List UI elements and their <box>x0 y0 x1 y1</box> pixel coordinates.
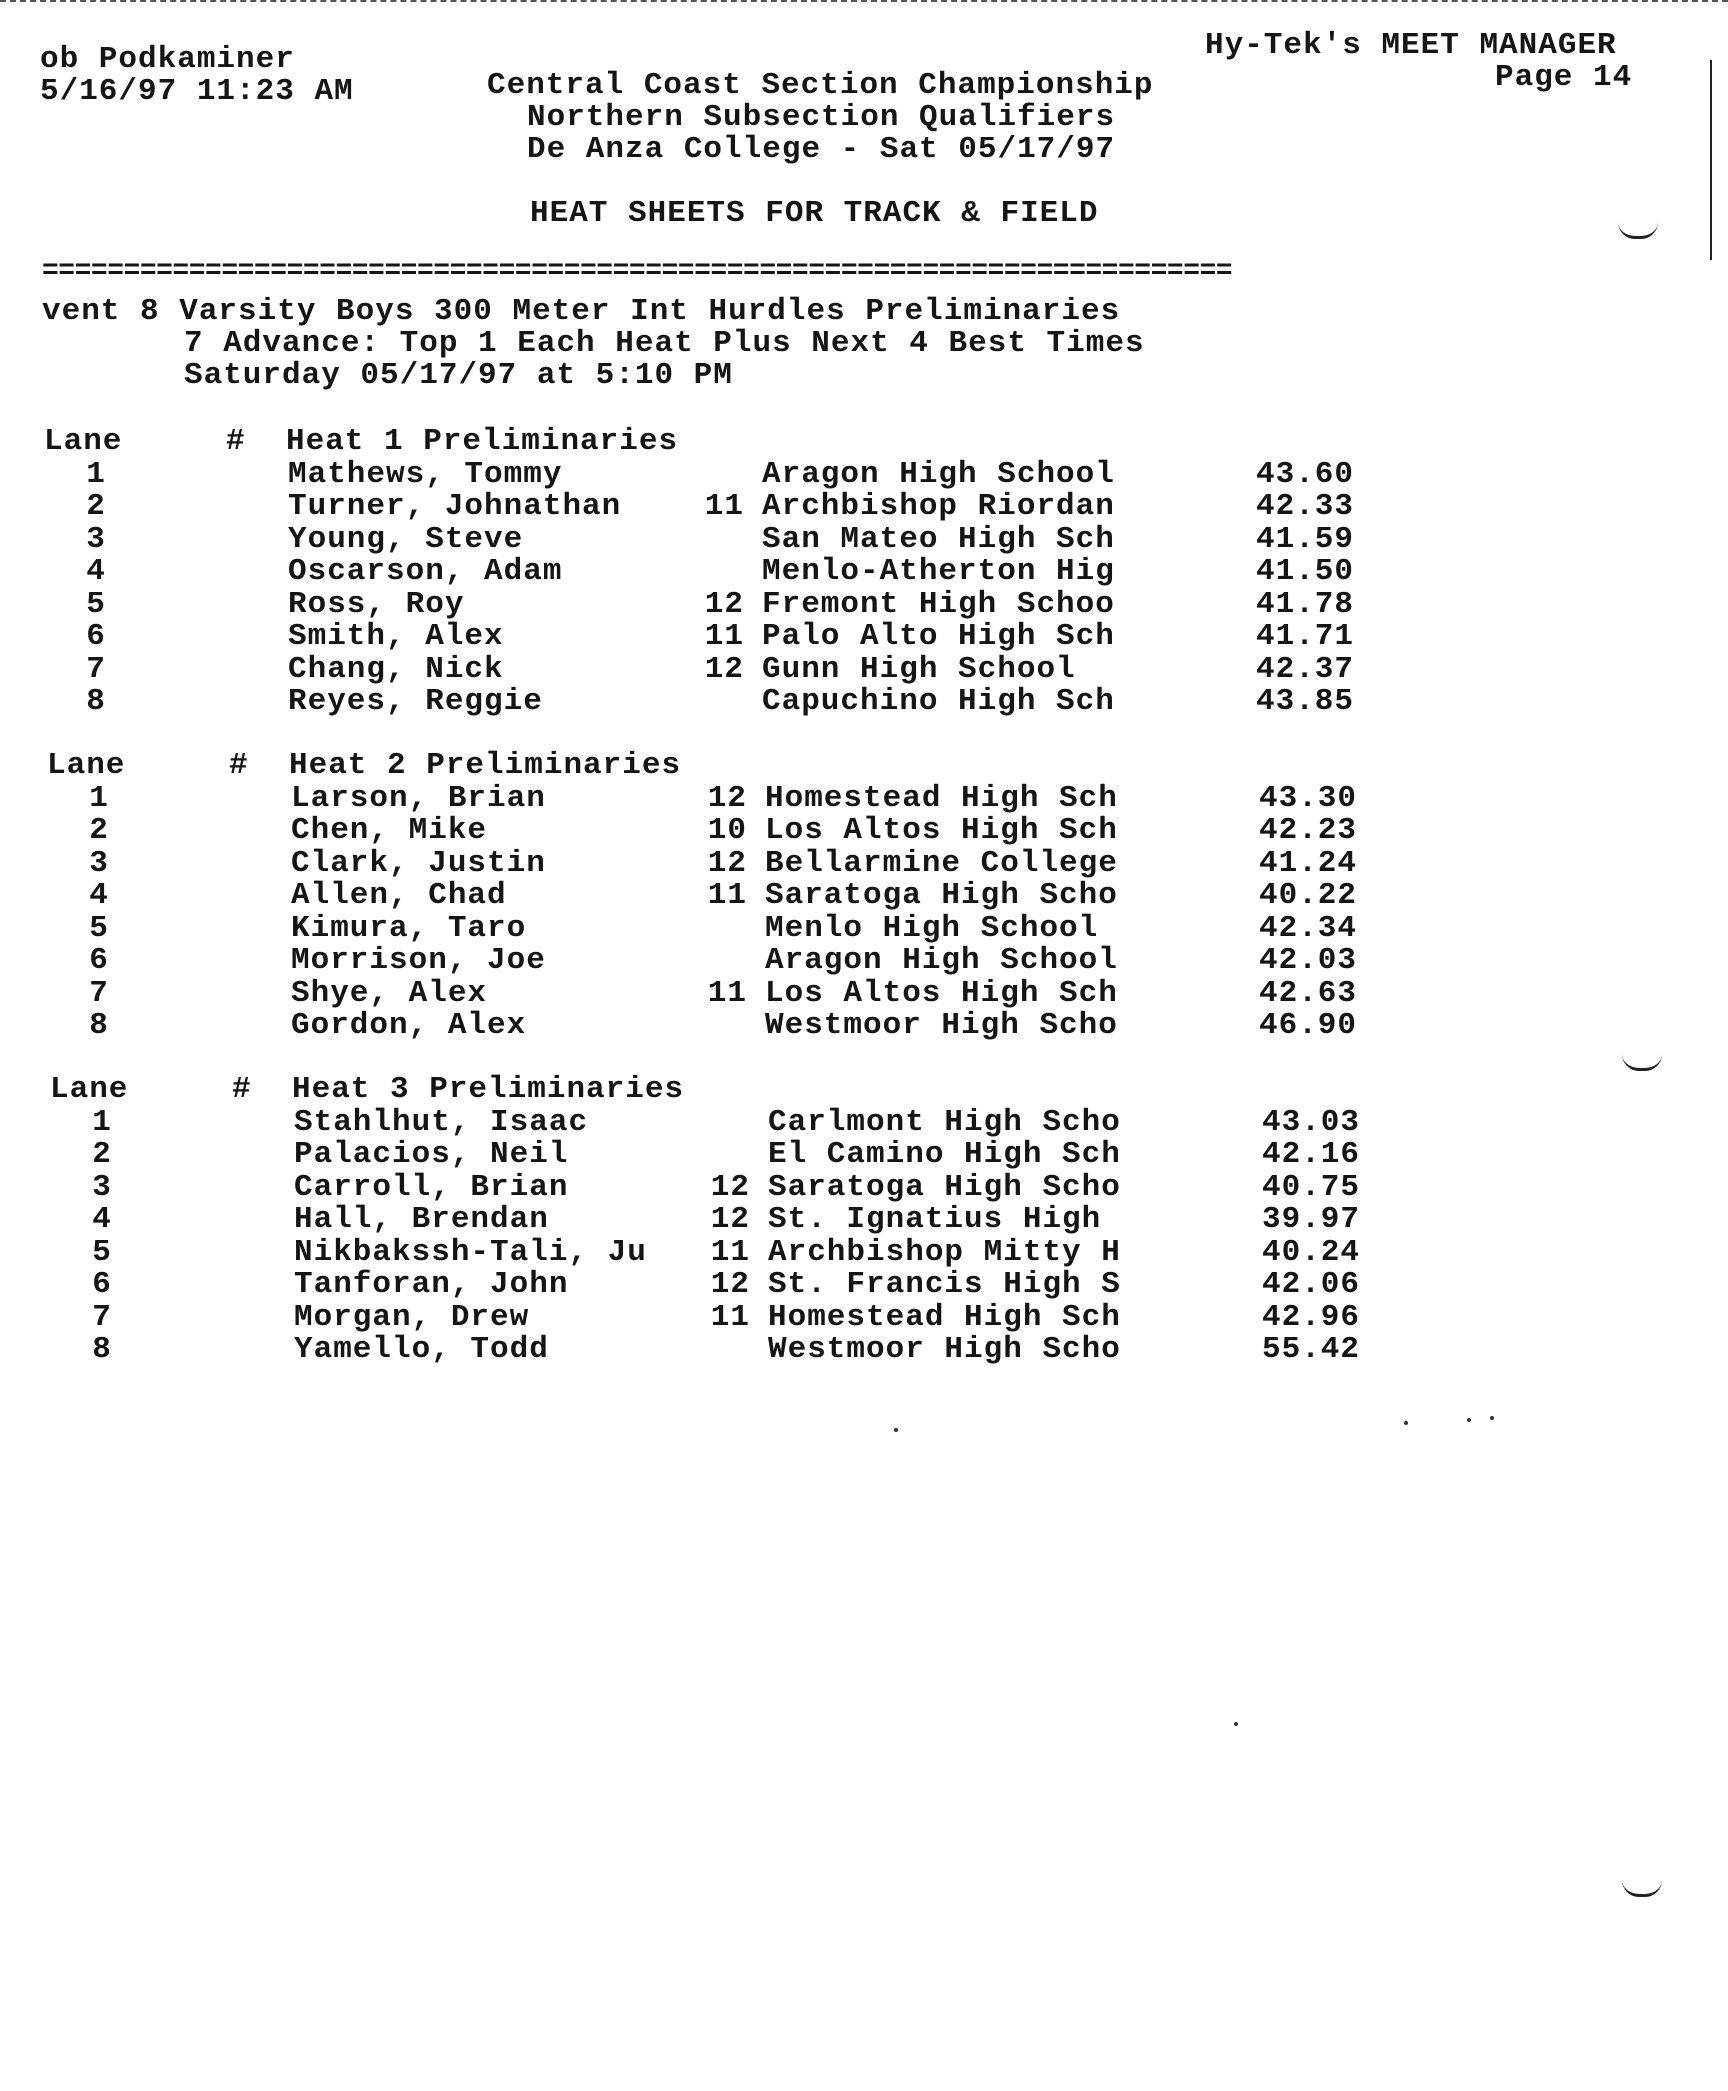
meet-subtitle: Northern Subsection Qualifiers <box>527 100 1116 135</box>
heat-title: Heat 3 Preliminaries <box>292 1072 685 1107</box>
team-name: Los Altos High Sch <box>765 813 1118 848</box>
athlete-year: 11 <box>707 976 747 1011</box>
athlete-year: 11 <box>710 1300 750 1335</box>
lane-number: 7 <box>92 1300 112 1335</box>
lane-number: 6 <box>89 943 109 978</box>
seed-time: 42.06 <box>1262 1267 1361 1302</box>
seed-time: 42.23 <box>1259 813 1358 848</box>
athlete-name: Shye, Alex <box>291 976 488 1011</box>
athlete-year: 11 <box>707 878 747 913</box>
seed-time: 42.63 <box>1259 976 1358 1011</box>
header-user: ob Podkaminer <box>40 42 295 77</box>
seed-time: 40.75 <box>1262 1170 1361 1205</box>
athlete-name: Stahlhut, Isaac <box>294 1105 589 1140</box>
table-row <box>0 781 1728 816</box>
seed-time: 46.90 <box>1259 1008 1358 1043</box>
margin-mark <box>1618 222 1658 239</box>
seed-time: 42.34 <box>1259 911 1358 946</box>
athlete-year: 12 <box>707 781 747 816</box>
header-page-number: Page 14 <box>1495 60 1633 95</box>
table-row <box>0 587 1728 622</box>
table-row <box>0 1202 1728 1237</box>
table-row <box>0 813 1728 848</box>
team-name: Saratoga High Scho <box>768 1170 1121 1205</box>
lane-number: 4 <box>92 1202 112 1237</box>
margin-mark <box>1622 1880 1662 1897</box>
heat-header-row <box>0 748 1728 783</box>
team-name: Los Altos High Sch <box>765 976 1118 1011</box>
seed-time: 40.24 <box>1262 1235 1361 1270</box>
lane-number: 5 <box>92 1235 112 1270</box>
team-name: Fremont High Schoo <box>762 587 1115 622</box>
athlete-name: Yamello, Todd <box>294 1332 549 1367</box>
seed-time: 41.78 <box>1256 587 1355 622</box>
table-row <box>0 846 1728 881</box>
lane-column-header: Lane <box>50 1072 129 1107</box>
team-name: Palo Alto High Sch <box>762 619 1115 654</box>
athlete-name: Young, Steve <box>288 522 524 557</box>
athlete-name: Allen, Chad <box>291 878 507 913</box>
team-name: Homestead High Sch <box>765 781 1118 816</box>
lane-number: 8 <box>89 1008 109 1043</box>
meet-title: Central Coast Section Championship <box>487 68 1154 103</box>
lane-number: 1 <box>89 781 109 816</box>
seed-time: 41.50 <box>1256 554 1355 589</box>
team-name: St. Ignatius High <box>768 1202 1102 1237</box>
team-name: Bellarmine College <box>765 846 1118 881</box>
athlete-name: Gordon, Alex <box>291 1008 527 1043</box>
team-name: Menlo-Atherton Hig <box>762 554 1115 589</box>
athlete-year: 10 <box>707 813 747 848</box>
team-name: St. Francis High S <box>768 1267 1121 1302</box>
lane-number: 8 <box>86 684 106 719</box>
lane-number: 1 <box>92 1105 112 1140</box>
table-row <box>0 1235 1728 1270</box>
table-row <box>0 1170 1728 1205</box>
table-row <box>0 1105 1728 1140</box>
seed-time: 41.59 <box>1256 522 1355 557</box>
athlete-year: 12 <box>710 1202 750 1237</box>
athlete-year: 11 <box>704 619 744 654</box>
scan-edge-line <box>1710 60 1712 260</box>
lane-number: 3 <box>86 522 106 557</box>
lane-number: 2 <box>86 489 106 524</box>
team-name: Capuchino High Sch <box>762 684 1115 719</box>
team-name: Menlo High School <box>765 911 1099 946</box>
scan-speck <box>1404 1421 1408 1425</box>
event-schedule: Saturday 05/17/97 at 5:10 PM <box>184 358 733 393</box>
table-row <box>0 554 1728 589</box>
athlete-name: Nikbakssh-Tali, Ju <box>294 1235 647 1270</box>
lane-number: 5 <box>86 587 106 622</box>
athlete-name: Chang, Nick <box>288 652 504 687</box>
heat-header-row <box>0 424 1728 459</box>
lane-column-header: Lane <box>47 748 126 783</box>
athlete-name: Tanforan, John <box>294 1267 569 1302</box>
lane-number: 4 <box>86 554 106 589</box>
seed-time: 39.97 <box>1262 1202 1361 1237</box>
lane-number: 5 <box>89 911 109 946</box>
seed-time: 42.33 <box>1256 489 1355 524</box>
lane-number: 7 <box>86 652 106 687</box>
seed-time: 41.24 <box>1259 846 1358 881</box>
seed-time: 42.16 <box>1262 1137 1361 1172</box>
team-name: Saratoga High Scho <box>765 878 1118 913</box>
athlete-name: Hall, Brendan <box>294 1202 549 1237</box>
table-row <box>0 1267 1728 1302</box>
team-name: El Camino High Sch <box>768 1137 1121 1172</box>
seed-time: 43.30 <box>1259 781 1358 816</box>
athlete-name: Larson, Brian <box>291 781 546 816</box>
table-row <box>0 457 1728 492</box>
athlete-year: 11 <box>710 1235 750 1270</box>
seed-time: 43.60 <box>1256 457 1355 492</box>
athlete-year: 12 <box>710 1170 750 1205</box>
table-row <box>0 1300 1728 1335</box>
number-column-header: # <box>229 748 249 783</box>
table-row <box>0 684 1728 719</box>
lane-number: 3 <box>92 1170 112 1205</box>
table-row <box>0 652 1728 687</box>
lane-number: 1 <box>86 457 106 492</box>
athlete-name: Kimura, Taro <box>291 911 527 946</box>
header-datetime: 5/16/97 11:23 AM <box>40 74 354 109</box>
scan-speck <box>1490 1416 1494 1420</box>
team-name: Archbishop Riordan <box>762 489 1115 524</box>
athlete-name: Morgan, Drew <box>294 1300 530 1335</box>
sheet-title: HEAT SHEETS FOR TRACK & FIELD <box>530 196 1099 231</box>
team-name: Westmoor High Scho <box>768 1332 1121 1367</box>
athlete-name: Palacios, Neil <box>294 1137 569 1172</box>
team-name: Archbishop Mitty H <box>768 1235 1121 1270</box>
team-name: Carlmont High Scho <box>768 1105 1121 1140</box>
heat-title: Heat 2 Preliminaries <box>289 748 682 783</box>
scan-speck <box>1234 1722 1238 1726</box>
athlete-year: 12 <box>704 652 744 687</box>
table-row <box>0 976 1728 1011</box>
lane-number: 3 <box>89 846 109 881</box>
athlete-name: Carroll, Brian <box>294 1170 569 1205</box>
lane-number: 4 <box>89 878 109 913</box>
lane-number: 2 <box>89 813 109 848</box>
lane-number: 6 <box>92 1267 112 1302</box>
table-row <box>0 911 1728 946</box>
seed-time: 43.85 <box>1256 684 1355 719</box>
athlete-year: 12 <box>710 1267 750 1302</box>
event-title: vent 8 Varsity Boys 300 Meter Int Hurdles Preliminaries <box>42 294 1121 329</box>
heat-header-row <box>0 1072 1728 1107</box>
lane-number: 2 <box>92 1137 112 1172</box>
table-row <box>0 522 1728 557</box>
athlete-year: 12 <box>704 587 744 622</box>
header-software: Hy-Tek's MEET MANAGER <box>1205 28 1617 63</box>
athlete-name: Turner, Johnathan <box>288 489 622 524</box>
scan-speck <box>894 1428 898 1432</box>
number-column-header: # <box>232 1072 252 1107</box>
athlete-name: Smith, Alex <box>288 619 504 654</box>
table-row <box>0 1008 1728 1043</box>
athlete-name: Oscarson, Adam <box>288 554 563 589</box>
table-row <box>0 489 1728 524</box>
team-name: Aragon High School <box>762 457 1115 492</box>
table-row <box>0 878 1728 913</box>
scan-top-edge <box>0 0 1728 2</box>
athlete-name: Clark, Justin <box>291 846 546 881</box>
table-row <box>0 1137 1728 1172</box>
table-row <box>0 1332 1728 1367</box>
team-name: Gunn High School <box>762 652 1076 687</box>
team-name: Westmoor High Scho <box>765 1008 1118 1043</box>
athlete-name: Chen, Mike <box>291 813 488 848</box>
heat-title: Heat 1 Preliminaries <box>286 424 679 459</box>
athlete-name: Ross, Roy <box>288 587 465 622</box>
margin-mark <box>1622 1054 1662 1071</box>
table-row <box>0 943 1728 978</box>
team-name: Homestead High Sch <box>768 1300 1121 1335</box>
athlete-year: 12 <box>707 846 747 881</box>
seed-time: 42.37 <box>1256 652 1355 687</box>
seed-time: 42.03 <box>1259 943 1358 978</box>
athlete-name: Morrison, Joe <box>291 943 546 978</box>
seed-time: 40.22 <box>1259 878 1358 913</box>
athlete-name: Reyes, Reggie <box>288 684 543 719</box>
seed-time: 41.71 <box>1256 619 1355 654</box>
event-advance-rule: 7 Advance: Top 1 Each Heat Plus Next 4 Best Times <box>184 326 1145 361</box>
team-name: Aragon High School <box>765 943 1118 978</box>
team-name: San Mateo High Sch <box>762 522 1115 557</box>
seed-time: 55.42 <box>1262 1332 1361 1367</box>
header-rule: ========================================================================= <box>42 256 1233 287</box>
seed-time: 43.03 <box>1262 1105 1361 1140</box>
athlete-name: Mathews, Tommy <box>288 457 563 492</box>
meet-venue-date: De Anza College - Sat 05/17/97 <box>527 132 1116 167</box>
scan-speck <box>1467 1418 1471 1422</box>
lane-number: 6 <box>86 619 106 654</box>
lane-number: 7 <box>89 976 109 1011</box>
athlete-year: 11 <box>704 489 744 524</box>
table-row <box>0 619 1728 654</box>
lane-column-header: Lane <box>44 424 123 459</box>
number-column-header: # <box>226 424 246 459</box>
lane-number: 8 <box>92 1332 112 1367</box>
seed-time: 42.96 <box>1262 1300 1361 1335</box>
